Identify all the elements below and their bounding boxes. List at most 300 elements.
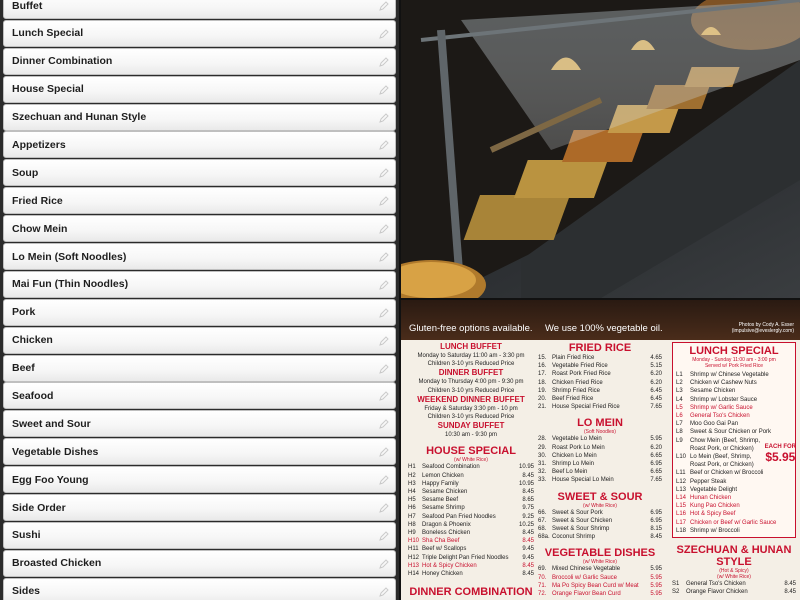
edit-pencil-icon: [379, 364, 389, 374]
edit-pencil-icon: [379, 113, 389, 123]
item-number: L8: [676, 429, 683, 436]
item-name: Orange Flavor Bean Curd: [552, 591, 621, 598]
sweet-sour-items: [538, 509, 662, 542]
item-number: 17.: [538, 371, 547, 378]
menu-row: [676, 404, 792, 412]
menu-row: [676, 371, 792, 379]
vegetable-dishes-note: (w/ White Rice): [583, 559, 617, 566]
edit-pencil-icon: [379, 85, 389, 95]
item-number: 29.: [538, 444, 547, 451]
menu-row: [676, 469, 792, 477]
edit-pencil-icon: [379, 391, 389, 401]
dinner-buffet-children: Children 3-10 yrs Reduced Price: [427, 387, 515, 394]
house-special-heading: HOUSE SPECIAL: [426, 445, 516, 458]
item-name: Ma Po Spicy Bean Curd w/ Meat: [552, 582, 639, 589]
item-price: 5.95: [650, 574, 662, 581]
item-name: Chow Mein (Beef, Shrimp,: [690, 437, 761, 444]
item-number: H5: [408, 497, 416, 504]
item-name: Beef or Chicken w/ Broccoli: [690, 470, 764, 477]
item-name: Triple Delight Pan Fried Noodles: [422, 554, 509, 561]
item-price: 8.45: [522, 538, 534, 545]
credit-line: Photos by Cody A. Esser: [738, 322, 794, 328]
item-name: Boneless Chicken: [422, 530, 471, 537]
item-price: 6.65: [650, 469, 662, 476]
menu-row: [676, 502, 792, 510]
category-label: Mai Fun (Thin Noodles): [12, 278, 129, 291]
item-price: 8.65: [522, 497, 534, 504]
item-number: 21.: [538, 404, 547, 411]
menu-column-rice-noodles: [538, 342, 662, 598]
menu-row: [538, 452, 662, 460]
category-item-appetizers[interactable]: [3, 131, 396, 158]
item-number: H9: [408, 530, 416, 537]
item-number: L3: [676, 388, 683, 395]
category-item-side-order[interactable]: [3, 494, 396, 521]
category-item-broasted-chicken[interactable]: [3, 550, 396, 577]
category-item-sushi[interactable]: [3, 522, 396, 549]
category-label: Egg Foo Young: [12, 473, 89, 486]
item-price: 6.20: [650, 371, 662, 378]
menu-row: [676, 519, 792, 527]
item-name: Chicken w/ Cashew Nuts: [690, 380, 757, 387]
item-number: H4: [408, 489, 416, 496]
item-name: Beef Lo Mein: [552, 469, 588, 476]
menu-column-buffet: [408, 342, 534, 598]
item-number: L2: [676, 380, 683, 387]
item-name: House Special Fried Rice: [552, 404, 620, 411]
edit-pencil-icon: [379, 308, 389, 318]
item-name: Honey Chicken: [422, 571, 463, 578]
item-number: 20.: [538, 396, 547, 403]
item-name: Sweet & Sour Pork: [552, 509, 603, 516]
item-name: Sweet & Sour Chicken: [552, 517, 613, 524]
menu-row: [672, 580, 796, 588]
edit-pencil-icon: [379, 252, 389, 262]
item-number: 28.: [538, 436, 547, 443]
category-label: Chicken: [12, 334, 53, 347]
item-name: Sesame Chicken: [690, 388, 736, 395]
lunch-buffet-children: Children 3-10 yrs Reduced Price: [427, 361, 515, 368]
item-number: H13: [408, 562, 420, 569]
menu-row: [538, 476, 662, 484]
edit-pencil-icon: [379, 57, 389, 67]
lunch-special-served: Served w/ Pork Fried Rice: [704, 363, 764, 369]
weekend-buffet-heading: WEEKEND DINNER BUFFET: [417, 394, 525, 404]
category-item-dinner-combination[interactable]: [3, 48, 396, 75]
category-label: Soup: [12, 166, 39, 179]
edit-pencil-icon: [379, 447, 389, 457]
menu-row: [538, 565, 662, 573]
menu-row: [408, 562, 534, 570]
sweet-sour-note: (w/ White Rice): [583, 502, 617, 509]
sunday-buffet-heading: SUNDAY BUFFET: [437, 421, 505, 431]
item-number: H6: [408, 505, 416, 512]
category-list: [0, 0, 399, 600]
item-price: 10.25: [518, 521, 534, 528]
item-price: 7.65: [650, 477, 662, 484]
category-item-vegetable-dishes[interactable]: [3, 438, 396, 465]
item-number: H8: [408, 521, 416, 528]
category-label: Lo Mein (Soft Noodles): [12, 250, 127, 263]
category-item-pork[interactable]: [3, 299, 396, 326]
item-name: House Special Lo Mein: [552, 477, 614, 484]
category-label: Sushi: [12, 529, 41, 542]
category-label: Lunch Special: [12, 27, 84, 40]
category-label: Sides: [12, 585, 41, 598]
item-name: Pepper Steak: [690, 478, 727, 485]
item-name: General Tso's Chicken: [686, 581, 746, 588]
menu-row: [538, 370, 662, 378]
item-name: Chicken Lo Mein: [552, 452, 597, 459]
vegetable-dishes-heading: VEGETABLE DISHES: [544, 547, 656, 560]
menu-row: [408, 488, 534, 496]
item-name: Vegetable Fried Rice: [552, 363, 608, 370]
item-price: 6.95: [650, 509, 662, 516]
menu-row: [676, 494, 792, 502]
item-name: Mixed Chinese Vegetable: [552, 566, 621, 573]
edit-pencil-icon: [379, 559, 389, 569]
item-price: 8.45: [784, 589, 796, 596]
item-price: 5.95: [650, 566, 662, 573]
item-name: Dragon & Phoenix: [422, 521, 471, 528]
item-price: 9.45: [522, 554, 534, 561]
item-number: L16: [676, 511, 687, 518]
item-price: 6.45: [650, 396, 662, 403]
vegetable-oil-note: We use 100% vegetable oil.: [545, 323, 663, 334]
menu-row: [408, 570, 534, 578]
lunch-buffet-heading: LUNCH BUFFET: [440, 342, 502, 351]
menu-row: [538, 460, 662, 468]
item-price: 8.45: [522, 489, 534, 496]
category-item-house-special[interactable]: [3, 76, 396, 103]
edit-pencil-icon: [379, 140, 389, 150]
item-name: Shrimp Lo Mein: [552, 461, 595, 468]
item-price: 8.15: [650, 526, 662, 533]
menu-row: [408, 480, 534, 488]
menu-row: [538, 468, 662, 476]
menu-row: [676, 387, 792, 395]
item-number: 18.: [538, 379, 547, 386]
lo-mein-items: [538, 435, 662, 484]
item-number: L17: [676, 519, 687, 526]
item-name: Beef Fried Rice: [552, 396, 594, 403]
item-number: 70.: [538, 574, 547, 581]
menu-row: [538, 435, 662, 443]
menu-row: [676, 486, 792, 494]
item-name: Sesame Beef: [422, 497, 459, 504]
item-number: H14: [408, 571, 420, 578]
category-label: Broasted Chicken: [12, 557, 102, 570]
edit-pencil-icon: [379, 336, 389, 346]
menu-row: [538, 525, 662, 533]
item-name: Shrimp w/ Chinese Vegetable: [690, 372, 769, 378]
item-price: 8.45: [522, 472, 534, 479]
category-item-lo-mein-soft-noodles[interactable]: [3, 243, 396, 270]
category-label: Seafood: [12, 389, 54, 402]
item-name: Roast Pork Lo Mein: [552, 444, 605, 451]
edit-pencil-icon: [379, 419, 389, 429]
buffet-photo: [401, 0, 800, 298]
category-label: Dinner Combination: [12, 55, 113, 68]
item-name: Moo Goo Gai Pan: [690, 421, 739, 428]
item-number: 69.: [538, 566, 547, 573]
menu-row: [538, 582, 662, 590]
menu-row: [408, 472, 534, 480]
category-item-sides[interactable]: [3, 578, 396, 600]
photo-credit: [732, 322, 794, 334]
sweet-sour-heading: SWEET & SOUR: [557, 490, 643, 503]
category-item-lunch-special[interactable]: [3, 20, 396, 47]
item-number: [676, 445, 690, 453]
category-item-buffet[interactable]: [3, 0, 396, 19]
item-price: 6.95: [650, 461, 662, 468]
menu-row: [408, 496, 534, 504]
menu-row: [408, 513, 534, 521]
item-number: [676, 461, 690, 469]
item-price: 6.20: [650, 379, 662, 386]
item-name: Shrimp w/ Garlic Sauce: [690, 404, 753, 411]
item-number: L10: [676, 454, 687, 461]
menu-row: [538, 517, 662, 525]
edit-pencil-icon: [379, 531, 389, 541]
fried-rice-heading: FRIED RICE: [568, 342, 632, 354]
item-price: 8.45: [650, 534, 662, 541]
item-name: Roast Pork Fried Rice: [552, 371, 611, 378]
edit-pencil-icon: [379, 29, 389, 39]
item-price: 8.45: [784, 581, 796, 588]
item-name: Shrimp Fried Rice: [552, 387, 601, 394]
fried-rice-items: [538, 354, 662, 411]
edit-pencil-icon: [379, 224, 389, 234]
item-price: 5.95: [650, 436, 662, 443]
item-price: 5.95: [650, 591, 662, 598]
category-item-chicken[interactable]: [3, 327, 396, 354]
menu-row: [408, 521, 534, 529]
category-item-fried-rice[interactable]: [3, 187, 396, 214]
item-name: Beef w/ Scallops: [422, 546, 467, 553]
item-name: Seafood Pan Fried Noodles: [422, 513, 496, 520]
item-name: Lo Mein (Beef, Shrimp,: [690, 454, 752, 461]
menu-row: [676, 527, 792, 535]
category-item-chow-mein[interactable]: [3, 215, 396, 242]
menu-row: [538, 444, 662, 452]
menu-row: [408, 504, 534, 512]
menu-row: [538, 403, 662, 411]
item-price: 9.45: [522, 546, 534, 553]
menu-row: [676, 428, 792, 436]
item-name: Plain Fried Rice: [552, 355, 595, 361]
item-number: 31.: [538, 461, 547, 468]
item-price: 6.45: [650, 387, 662, 394]
item-name: Shrimp w/ Lobster Sauce: [690, 396, 758, 403]
item-number: H7: [408, 513, 416, 520]
item-number: H11: [408, 546, 419, 553]
item-number: 71.: [538, 582, 547, 589]
menu-row: [676, 396, 792, 404]
lunch-special-price-tag: [765, 444, 796, 464]
menu-row: [676, 510, 792, 518]
dinner-combination-heading: DINNER COMBINATION: [409, 586, 533, 599]
szechuan-note-rice: (w/ White Rice): [717, 574, 751, 581]
item-price: 10.95: [518, 480, 534, 487]
item-number: L13: [676, 486, 687, 493]
item-name: Shrimp w/ Broccoli: [690, 527, 740, 534]
menu-row: [676, 478, 792, 486]
item-name: Happy Family: [422, 480, 459, 487]
item-number: L18: [676, 527, 687, 534]
category-label: Fried Rice: [12, 194, 63, 207]
item-name: Hot & Spicy Chicken: [422, 562, 477, 569]
item-number: 72.: [538, 591, 547, 598]
item-name: Chicken or Beef w/ Garlic Sauce: [690, 519, 777, 526]
item-price: 8.45: [522, 562, 534, 569]
item-number: 66.: [538, 509, 547, 516]
menu-row: [538, 509, 662, 517]
item-number: S2: [672, 589, 680, 596]
menu-row: [538, 395, 662, 403]
category-label: Pork: [12, 306, 36, 319]
lunch-special-hours: Monday - Sunday 11:00 am - 3:00 pm: [692, 357, 776, 363]
item-number: S1: [672, 581, 680, 588]
item-price: 4.65: [650, 355, 662, 361]
category-item-beef[interactable]: [3, 355, 396, 382]
category-item-szechuan-and-hunan-style[interactable]: [3, 104, 396, 131]
item-number: L9: [676, 437, 683, 444]
menu-row: [408, 529, 534, 537]
szechuan-note-spicy: (Hot & Spicy): [719, 568, 749, 575]
each-for-price: $5.95: [765, 450, 796, 464]
menu-row: [676, 420, 792, 428]
item-name: Hot & Spicy Beef: [690, 511, 736, 518]
menu-row: [538, 354, 662, 362]
edit-pencil-icon: [379, 503, 389, 513]
item-number: L6: [676, 413, 683, 420]
menu-row: [538, 533, 662, 541]
item-number: H2: [408, 472, 416, 479]
buffet-illustration: [401, 0, 800, 298]
category-item-egg-foo-young[interactable]: [3, 466, 396, 493]
item-name: Lemon Chicken: [422, 472, 464, 479]
menu-row: [408, 537, 534, 545]
item-name: Sweet & Sour Shrimp: [552, 526, 610, 533]
category-item-seafood[interactable]: [3, 382, 396, 409]
menu-row: [672, 588, 796, 596]
weekend-buffet-hours: Friday & Saturday 3:30 pm - 10 pm: [424, 405, 518, 412]
item-price: 9.25: [522, 513, 534, 520]
lo-mein-heading: LO MEIN: [577, 417, 623, 430]
category-label: Buffet: [12, 0, 43, 12]
item-price: 9.75: [522, 505, 534, 512]
item-number: L14: [676, 495, 687, 502]
item-price: 10.95: [518, 464, 534, 471]
szechuan-heading: SZECHUAN & HUNAN STYLE: [676, 544, 792, 569]
szechuan-items: [672, 580, 796, 596]
item-number: H12: [408, 554, 420, 561]
item-name: Kung Pao Chicken: [690, 503, 740, 510]
item-name: Hunan Chicken: [690, 495, 732, 502]
each-for-label: EACH FOR: [764, 444, 796, 450]
edit-pencil-icon: [379, 280, 389, 290]
item-price: 6.95: [650, 517, 662, 524]
menu-row: [408, 545, 534, 553]
item-price: 5.95: [650, 582, 662, 589]
menu-row: [538, 590, 662, 598]
item-number: L4: [676, 396, 683, 403]
credit-contact: (impulsive@eveslergly.com): [731, 328, 794, 334]
item-number: 30.: [538, 452, 547, 459]
category-item-mai-fun-thin-noodles[interactable]: [3, 271, 396, 298]
item-name: Roast Pork, or Chicken): [690, 445, 754, 452]
item-number: L7: [676, 421, 683, 428]
item-name: Roast Pork, or Chicken): [690, 462, 754, 469]
category-label: Vegetable Dishes: [12, 445, 99, 458]
item-name: Vegetable Lo Mein: [552, 436, 602, 443]
category-label: Chow Mein: [12, 222, 68, 235]
item-number: L1: [676, 372, 683, 378]
menu-banner: [401, 300, 800, 340]
item-number: 67.: [538, 517, 547, 524]
item-price: 7.65: [650, 404, 662, 411]
item-number: 15.: [538, 355, 547, 361]
edit-pencil-icon: [379, 1, 389, 11]
menu-row: [676, 379, 792, 387]
item-number: L11: [676, 470, 686, 477]
item-number: 16.: [538, 363, 547, 370]
item-name: Coconut Shrimp: [552, 534, 596, 541]
category-label: Side Order: [12, 501, 66, 514]
item-price: 8.45: [522, 530, 534, 537]
item-number: H3: [408, 480, 416, 487]
lunch-buffet-hours: Monday to Saturday 11:00 am - 3:30 pm: [417, 353, 525, 359]
dinner-buffet-hours: Monday to Thursday 4:00 pm - 9:30 pm: [418, 379, 524, 386]
edit-pencil-icon: [379, 587, 389, 597]
menu-row: [408, 554, 534, 562]
edit-pencil-icon: [379, 475, 389, 485]
lunch-special-box: [672, 342, 796, 538]
category-label: Appetizers: [12, 138, 66, 151]
item-number: 33.: [538, 477, 547, 484]
menu-row: [538, 387, 662, 395]
vegetable-dishes-items: [538, 565, 662, 598]
menu-row: [676, 412, 792, 420]
item-price: 8.45: [522, 571, 534, 578]
menu-column-lunch-special: [672, 342, 796, 596]
item-number: L5: [676, 404, 683, 411]
dinner-buffet-heading: DINNER BUFFET: [438, 368, 504, 378]
item-name: Orange Flavor Chicken: [686, 589, 748, 596]
item-number: L15: [676, 503, 687, 510]
item-name: Seafood Combination: [422, 464, 480, 471]
sunday-buffet-hours: 10:30 am - 9:30 pm: [444, 432, 498, 439]
category-label: Sweet and Sour: [12, 417, 91, 430]
lunch-special-heading: LUNCH SPECIAL: [689, 345, 779, 357]
item-name: Sesame Shrimp: [422, 505, 465, 512]
edit-pencil-icon: [379, 196, 389, 206]
category-label: Beef: [12, 362, 35, 375]
category-item-sweet-and-sour[interactable]: [3, 410, 396, 437]
house-special-items: [408, 463, 534, 578]
menu-row: [538, 379, 662, 387]
category-item-soup[interactable]: [3, 159, 396, 186]
house-special-note: (w/ White Rice): [454, 457, 488, 464]
item-price: 5.15: [650, 363, 662, 370]
category-label: House Special: [12, 83, 84, 96]
menu-row: [538, 362, 662, 370]
item-name: Sha Cha Beef: [422, 538, 460, 545]
item-number: 19.: [538, 387, 547, 394]
item-number: H10: [408, 538, 420, 545]
menu-photo: [401, 300, 800, 600]
